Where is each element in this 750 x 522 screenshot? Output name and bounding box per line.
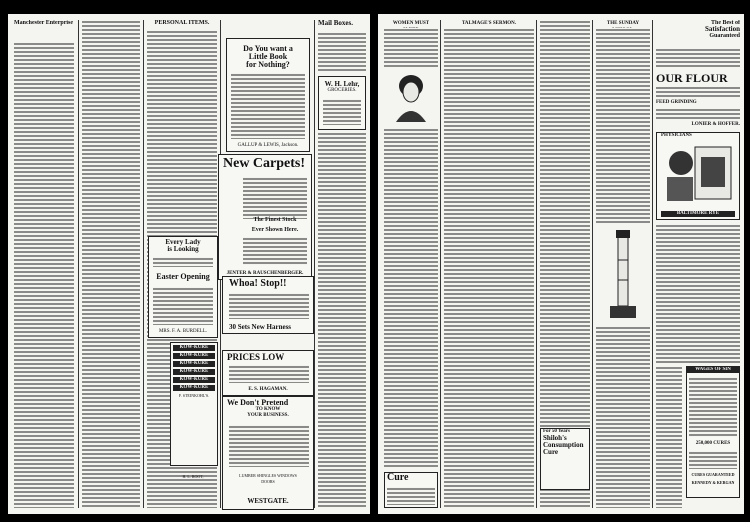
right-newspaper-page bbox=[378, 14, 744, 514]
column-text bbox=[656, 108, 740, 120]
ad-signature: MRS. F. A. BURDELL. bbox=[158, 329, 208, 334]
ad-text bbox=[231, 73, 305, 139]
column-text bbox=[14, 42, 74, 508]
ad-title: Cure bbox=[543, 448, 559, 456]
ad-line: Little Book bbox=[248, 52, 288, 61]
column-text bbox=[596, 28, 650, 224]
kow-kure-ad bbox=[170, 342, 218, 466]
column-text bbox=[384, 28, 438, 68]
ad-signature: LONIER & HOFFER. bbox=[691, 122, 740, 127]
column-text bbox=[384, 128, 438, 468]
ad-title: OUR FLOUR bbox=[656, 71, 728, 85]
column-heading: THE SUNDAY bbox=[606, 21, 640, 26]
ad-line: TO KNOW bbox=[255, 407, 281, 412]
ad-signature: KENNEDY & KERGAN bbox=[691, 480, 735, 485]
ad-title: WAGES OF SIN bbox=[687, 367, 739, 373]
ad-text bbox=[689, 377, 737, 437]
column-heading: PERSONAL ITEMS. bbox=[154, 20, 210, 26]
ad-line: is Looking bbox=[167, 245, 199, 253]
shiloh-ad bbox=[540, 428, 590, 490]
ad-text bbox=[229, 425, 309, 467]
ad-line: 30 Sets New Harness bbox=[229, 323, 292, 331]
ad-title: Shiloh's bbox=[543, 434, 567, 442]
easter-opening-ad bbox=[148, 236, 218, 338]
woman-portrait-image bbox=[392, 72, 430, 122]
wages-of-sin-ad bbox=[686, 366, 740, 498]
ad-title: We Don't Pretend bbox=[227, 398, 289, 407]
whoa-stop-ad bbox=[222, 276, 314, 334]
ad-text bbox=[243, 177, 307, 219]
ad-signature: WESTGATE. bbox=[247, 497, 289, 505]
column-text bbox=[656, 48, 740, 68]
ad-signature: H. L. ROOT, bbox=[182, 474, 204, 479]
ad-line: for Nothing? bbox=[246, 60, 290, 69]
ad-line: CURES GUARANTEED bbox=[691, 472, 735, 477]
column-heading: Mail Boxes. bbox=[318, 20, 353, 27]
right-column-5 bbox=[656, 20, 740, 508]
column-text bbox=[656, 224, 740, 364]
ad-text bbox=[243, 237, 307, 265]
ad-title: Whoa! Stop!! bbox=[229, 278, 287, 289]
ad-title: PHYSICIANS bbox=[661, 133, 692, 138]
left-newspaper-page bbox=[8, 14, 370, 514]
ad-line: GROCERIES. bbox=[327, 88, 357, 93]
ad-line: Every Lady bbox=[165, 238, 201, 246]
ad-line: Ever Shown Here. bbox=[251, 227, 299, 233]
ad-text bbox=[323, 99, 361, 125]
new-carpets-ad bbox=[218, 154, 312, 280]
column-text bbox=[656, 86, 740, 98]
ad-line: Satisfaction bbox=[705, 25, 740, 33]
ad-line: KOW-KURE bbox=[173, 361, 215, 367]
little-book-ad bbox=[226, 38, 310, 152]
ad-text bbox=[229, 365, 309, 383]
left-column-2 bbox=[82, 20, 140, 508]
column-text bbox=[82, 20, 140, 508]
column-text bbox=[596, 326, 650, 508]
column-text bbox=[318, 132, 366, 508]
cure-ad bbox=[384, 472, 438, 508]
ad-line: Guaranteed bbox=[709, 33, 740, 39]
ad-line: BALTIMORE RYE bbox=[661, 211, 735, 217]
prices-low-ad bbox=[222, 350, 314, 396]
column-text bbox=[444, 28, 534, 508]
ad-line: Do You want a bbox=[243, 44, 293, 53]
ad-title: PRICES LOW bbox=[227, 352, 285, 362]
ad-text bbox=[153, 287, 213, 325]
tower-illustration bbox=[608, 230, 638, 320]
ad-signature: JENTER & RAUSCHENBERGER. bbox=[226, 271, 304, 276]
column-heading: WOMEN MUST bbox=[392, 21, 430, 26]
right-column-2 bbox=[444, 20, 534, 508]
ad-line: LUMBER SHINGLES WINDOWS DOORS bbox=[239, 473, 297, 484]
ad-line: FEED GRINDING bbox=[656, 100, 697, 105]
ad-text bbox=[229, 293, 309, 319]
ad-text bbox=[387, 487, 435, 505]
ad-title: Easter Opening bbox=[156, 272, 210, 281]
bottle-illustration bbox=[661, 143, 735, 203]
left-column-5 bbox=[318, 20, 366, 508]
ad-text bbox=[153, 257, 213, 267]
we-dont-pretend-ad bbox=[222, 396, 314, 510]
ad-line: The Best of bbox=[711, 20, 740, 26]
right-column-1 bbox=[384, 20, 438, 508]
ad-text bbox=[689, 451, 737, 469]
ad-signature: GALLUP & LEWIS, Jackson. bbox=[237, 143, 299, 148]
ad-line: KOW-KURE bbox=[173, 345, 215, 351]
column-heading: TALMAGE'S SERMON. bbox=[461, 21, 517, 26]
ad-line: 250,000 CURES bbox=[695, 441, 731, 446]
ad-line: KOW-KURE bbox=[173, 385, 215, 391]
column-text bbox=[318, 32, 366, 72]
ad-title: New Carpets! bbox=[223, 156, 306, 171]
physicians-ad bbox=[656, 132, 740, 220]
ad-line: For 50 Years bbox=[543, 429, 570, 434]
ad-line: KOW-KURE bbox=[173, 353, 215, 359]
ad-line: YOUR BUSINESS. bbox=[247, 413, 289, 418]
ad-title: W. H. Lehr, bbox=[324, 80, 360, 88]
ad-line: KOW-KURE bbox=[173, 377, 215, 383]
right-column-4 bbox=[596, 20, 650, 508]
lehr-ad bbox=[318, 76, 366, 130]
column-text bbox=[656, 366, 682, 508]
left-column-1 bbox=[14, 20, 74, 508]
ad-signature: E. S. HAGAMAN. bbox=[248, 387, 288, 392]
ad-line: KOW-KURE bbox=[173, 369, 215, 375]
ad-title: Consumption bbox=[543, 441, 584, 449]
ad-line: The Finest Stock bbox=[253, 217, 297, 223]
masthead: Manchester Enterprise bbox=[14, 20, 74, 26]
ad-title: Cure bbox=[387, 472, 409, 483]
right-column-3 bbox=[540, 20, 590, 508]
ad-signature: F. STEINKOHL'S. bbox=[178, 393, 210, 398]
